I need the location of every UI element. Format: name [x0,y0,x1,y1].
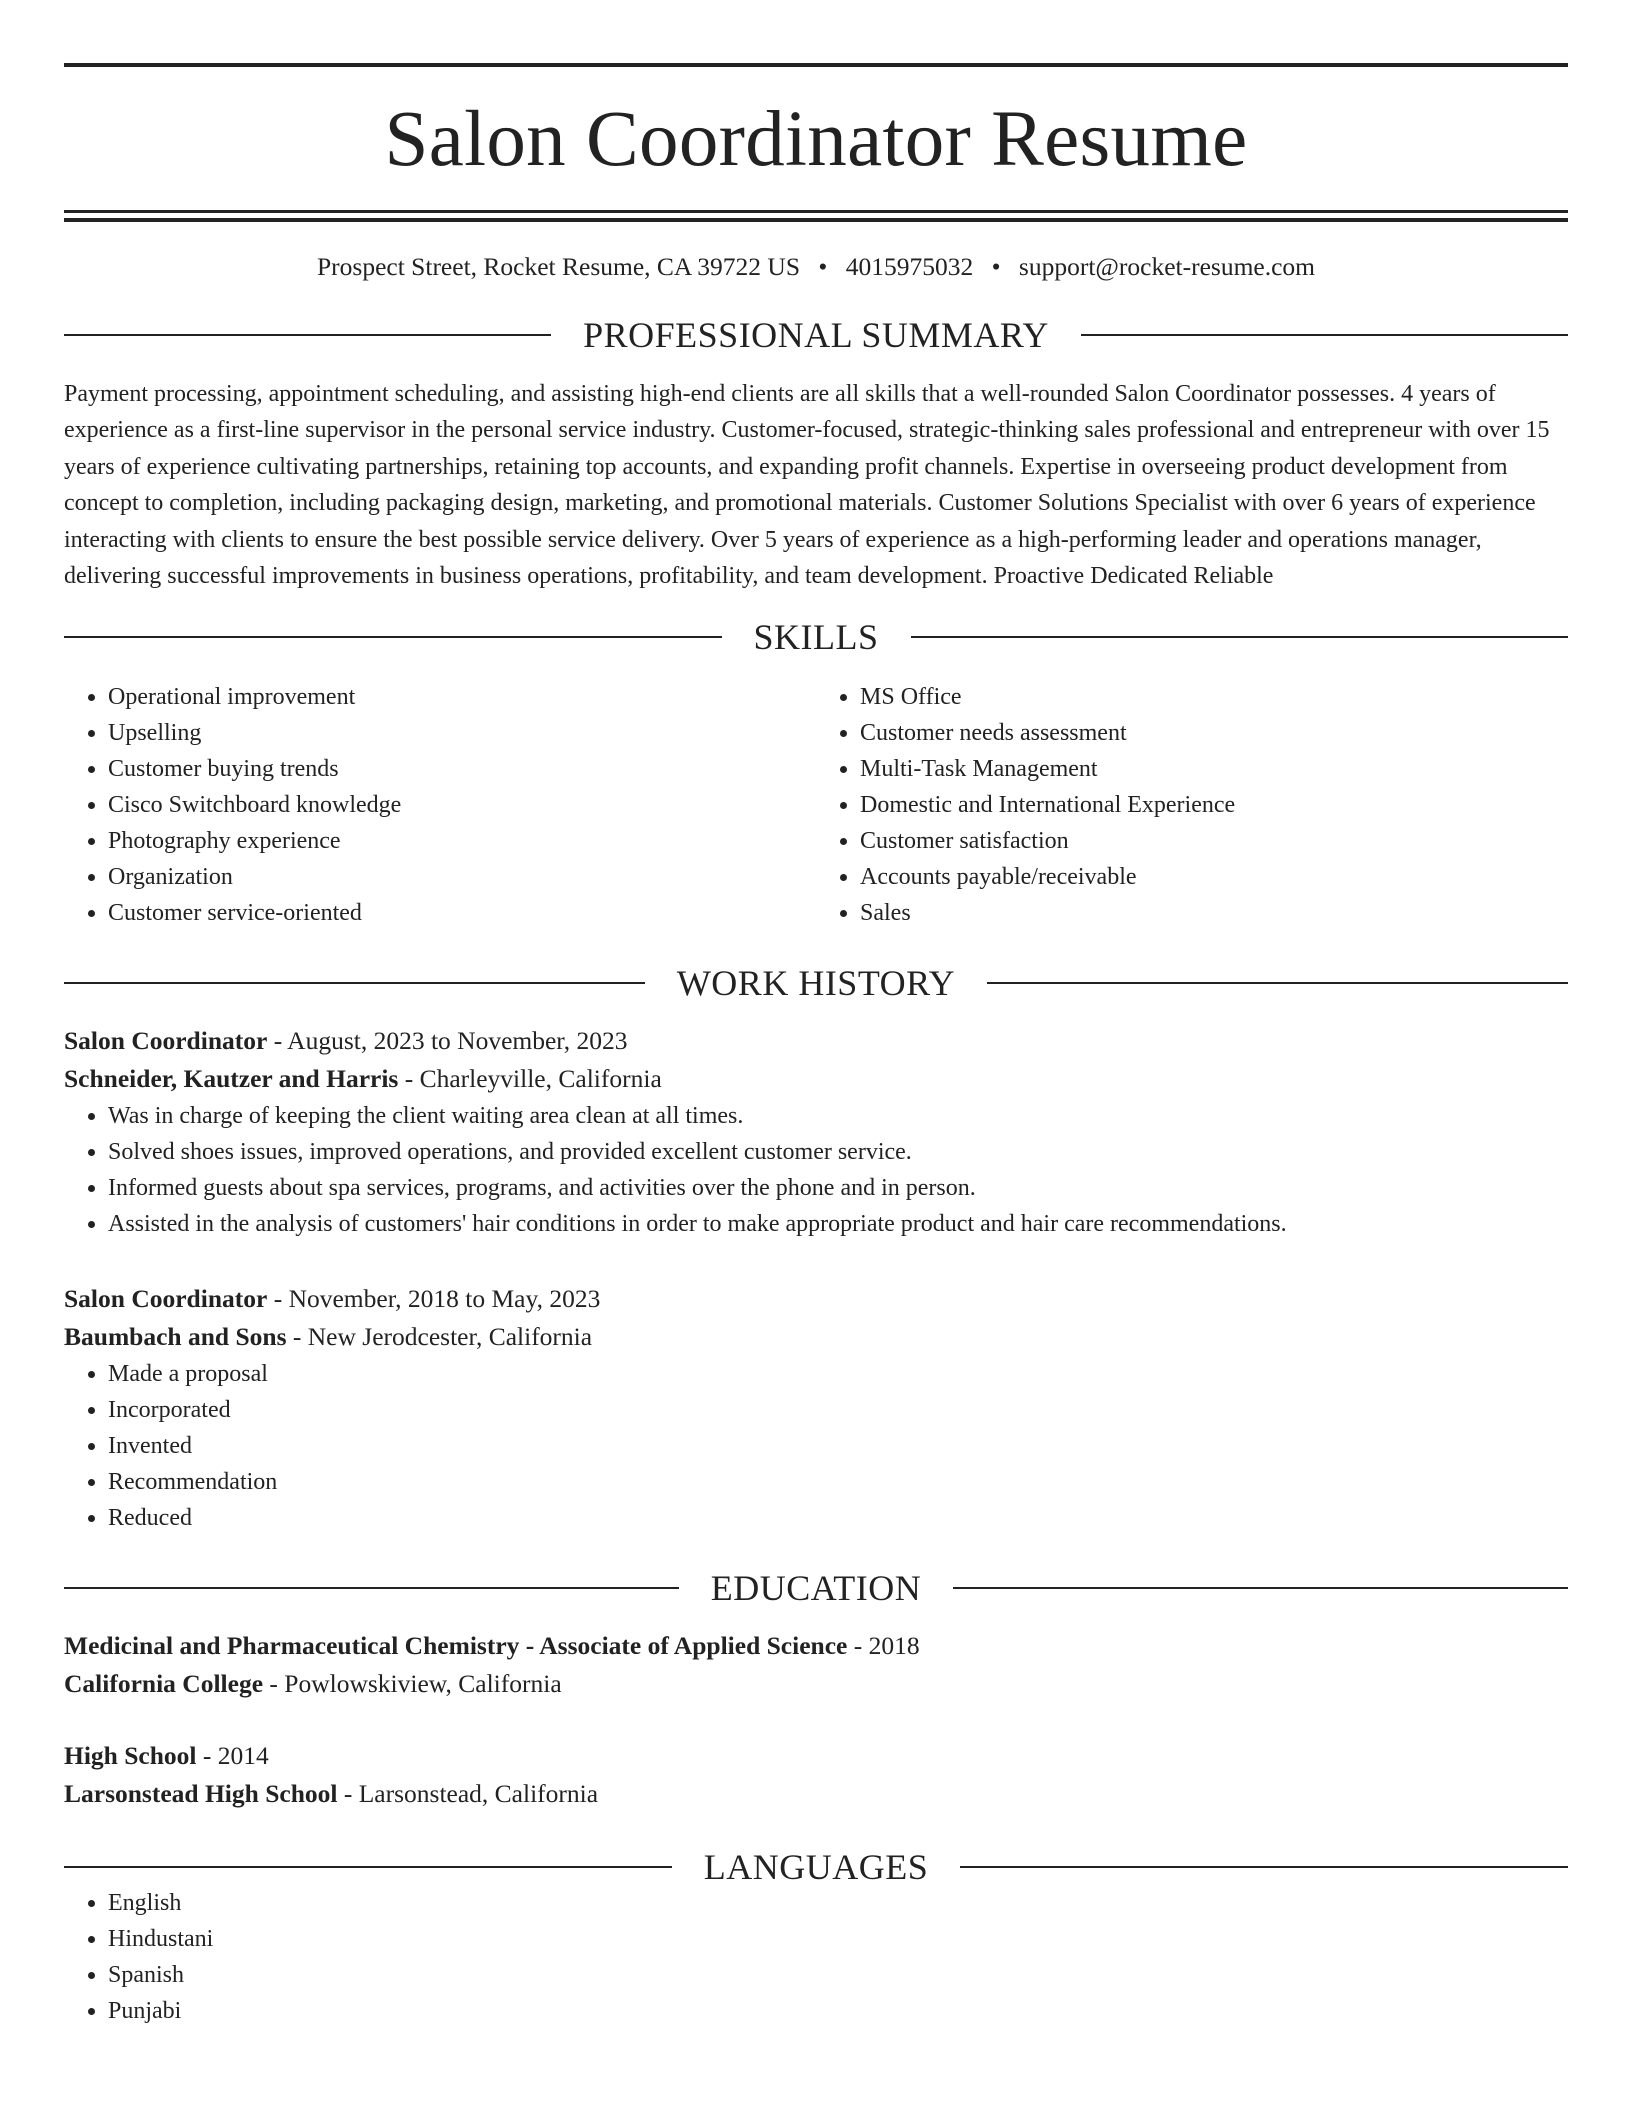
job-entry [64,1022,1568,1242]
education-entry [64,1627,1568,1703]
job-company-line [64,1060,1568,1098]
job-duty: • Reduced [108,1500,1568,1536]
education-heading-label: EDUCATION [710,1567,922,1608]
contact-address: Prospect Street, Rocket Resume, CA 39722 US [316,252,801,281]
job-dates: - November, 2018 to May, 2023 [267,1283,601,1313]
job-duty: • Made a proposal [108,1356,1568,1392]
skill-item: • Organization [108,859,816,895]
education-location: - Larsonstead, California [337,1778,599,1808]
education-degree-line [64,1737,1568,1775]
skill-item: • Photography experience [108,823,816,859]
language-item: • Hindustani [108,1921,1568,1957]
job-title: Salon Coordinator [64,1283,268,1313]
job-title: Salon Coordinator [64,1025,268,1055]
skill-item: • Customer service-oriented [108,895,816,931]
job-duty: • Was in charge of keeping the client waiting area clean at all times. [108,1098,1568,1134]
heading-rule-left [64,982,645,984]
heading-rule-right [953,1587,1568,1589]
languages-heading [64,1846,1568,1887]
heading-rule-left [64,636,722,638]
education-degree-line [64,1627,1568,1665]
job-duty: • Solved shoes issues, improved operations, and provided excellent customer service. [108,1134,1568,1170]
skills-heading [64,616,1568,657]
title-double-rule [64,210,1568,222]
contact-line [64,252,1568,283]
job-duty: • Assisted in the analysis of customers' hair conditions in order to make appropriate product and hair care recommendations. [108,1206,1568,1242]
skill-item: • Customer buying trends [108,751,816,787]
skills-list-right [816,679,1568,931]
heading-rule-left [64,1866,672,1868]
job-duty: • Invented [108,1428,1568,1464]
work-heading [64,962,1568,1003]
language-item: • Punjabi [108,1993,1568,2029]
heading-rule-right [960,1866,1568,1868]
education-degree: Medicinal and Pharmaceutical Chemistry - Associate of Applied Science [64,1630,848,1660]
skill-item: • MS Office [860,679,1568,715]
skill-item: • Cisco Switchboard knowledge [108,787,816,823]
education-school: Larsonstead High School [64,1778,338,1808]
education-year: - 2018 [847,1630,920,1660]
heading-rule-right [987,982,1568,984]
education-heading [64,1567,1568,1608]
language-item: • Spanish [108,1957,1568,1993]
job-duties-list [64,1356,1568,1536]
job-location: - Charleyville, California [398,1063,662,1093]
skill-item: • Domestic and International Experience [860,787,1568,823]
skill-item: • Accounts payable/receivable [860,859,1568,895]
job-company: Baumbach and Sons [64,1321,287,1351]
job-duties-list [64,1098,1568,1242]
contact-phone: 4015975032 [845,252,974,281]
job-company-line [64,1318,1568,1356]
education-location: - Powlowskiview, California [263,1668,562,1698]
job-dates: - August, 2023 to November, 2023 [267,1025,628,1055]
skills-heading-label: SKILLS [753,616,879,657]
skill-item: • Operational improvement [108,679,816,715]
heading-rule-left [64,334,551,336]
heading-rule-right [911,636,1569,638]
job-title-line [64,1280,1568,1318]
job-duty: • Recommendation [108,1464,1568,1500]
skill-item: • Multi-Task Management [860,751,1568,787]
contact-email: support@rocket-resume.com [1018,252,1316,281]
education-degree: High School [64,1740,197,1770]
summary-text: Payment processing, appointment scheduling, and assisting high-end clients are all skills that a well-rounded Salon Coordinator possesses. 4 years of experience as a first-line supervisor in the personal service industry. Customer-focused, strategic-thinking sales professional and entrepreneur with over 15 years of experience cultivating partnerships, retaining top accounts, and expanding profit channels. Expertise in overseeing product development from concept to completion, including packaging design, marketing, and promotional materials. Customer Solutions Specialist with over 6 years of experience interacting with clients to ensure the best possible service delivery. Over 5 years of experience as a high-performing leader and operations manager, delivering successful improvements in business operations, profitability, and team development. Proactive Dedicated Reliable [64,380,1550,590]
education-entry [64,1737,1568,1813]
contact-separator: • [991,252,1001,281]
job-duty: • Incorporated [108,1392,1568,1428]
heading-rule-right [1081,334,1568,336]
education-school: California College [64,1668,264,1698]
job-duty: • Informed guests about spa services, programs, and activities over the phone and in person. [108,1170,1568,1206]
job-location: - New Jerodcester, California [286,1321,593,1351]
language-item: • English [108,1885,1568,1921]
work-heading-label: WORK HISTORY [676,962,956,1003]
skill-item: • Upselling [108,715,816,751]
resume-title: Salon Coordinator Resume [384,96,1248,183]
heading-rule-left [64,1587,679,1589]
skill-item: • Customer needs assessment [860,715,1568,751]
summary-heading-label: PROFESSIONAL SUMMARY [583,314,1049,355]
languages-heading-label: LANGUAGES [703,1846,929,1887]
skill-item: • Sales [860,895,1568,931]
contact-separator: • [818,252,828,281]
job-title-line [64,1022,1568,1060]
skill-item: • Customer satisfaction [860,823,1568,859]
job-company: Schneider, Kautzer and Harris [64,1063,399,1093]
job-entry [64,1280,1568,1536]
summary-heading [64,314,1568,355]
education-year: - 2014 [196,1740,269,1770]
skills-list-left [64,679,816,931]
education-school-line [64,1775,1568,1813]
skills-columns [64,679,1568,931]
languages-list [64,1885,1568,2029]
top-rule [64,63,1568,67]
education-school-line [64,1665,1568,1703]
